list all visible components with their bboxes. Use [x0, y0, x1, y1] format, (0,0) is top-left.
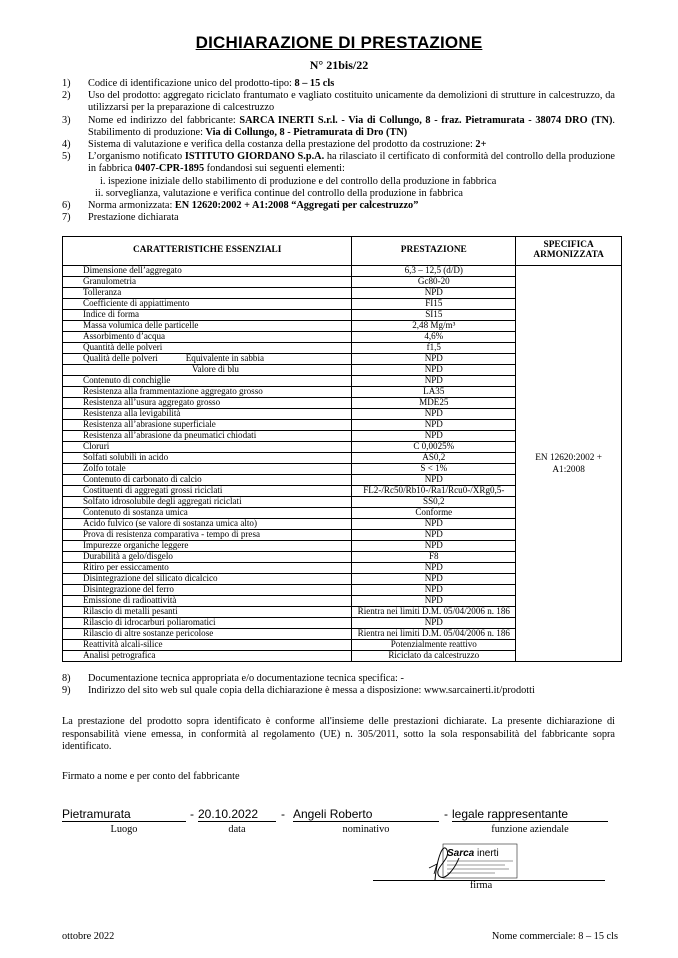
characteristic-cell	[63, 266, 352, 277]
performance-table	[62, 236, 622, 662]
table-row	[63, 266, 622, 277]
characteristic-cell	[63, 310, 352, 321]
company-stamp	[425, 838, 525, 886]
characteristic-cell	[63, 651, 352, 662]
performance-cell: MDE25	[352, 398, 516, 409]
page-title: DICHIARAZIONE DI PRESTAZIONE	[195, 33, 483, 52]
characteristic-label: Emissione di radioattività	[83, 595, 177, 606]
performance-cell: AS0,2	[352, 453, 516, 464]
table-body	[63, 266, 622, 662]
characteristic-label: Resistenza alla levigabilità	[83, 408, 181, 419]
performance-cell: NPD	[352, 585, 516, 596]
performance-cell: SI15	[352, 310, 516, 321]
characteristic-label: Solfati solubili in acido	[83, 452, 169, 463]
date-field: 20.10.2022	[198, 807, 276, 822]
list-item-1: 1) Codice di identificazione unico del prodotto-tipo: 8 – 15 cls	[62, 78, 335, 89]
characteristic-cell	[63, 453, 352, 464]
name-field: Angeli Roberto	[293, 807, 439, 822]
list-item-5: 5) L’organismo notificato ISTITUTO GIORDANO S.p.A. ha rilasciato il certificato di conformità del controllo della produzione in fabbrica 0407-CPR-1895 fondandosi sui seguenti elementi:	[62, 151, 615, 175]
characteristic-cell	[63, 618, 352, 629]
list-item-3: 3) Nome ed indirizzo del fabbricante: SARCA INERTI S.r.l. - Via di Collungo, 8 - fraz. Pietramurata - 38074 DRO (TN). Stabilimento di produzione: Via di Collungo, 8 - Pietramurata di Dro (TN)	[62, 114, 615, 138]
characteristic-label: Resistenza all’abrasione da pneumatici chiodati	[83, 430, 257, 441]
characteristic-cell	[63, 365, 352, 376]
characteristic-cell	[63, 640, 352, 651]
performance-cell: FL2-/Rc50/Rb10-/Ra1/Rcu0-/XRg0,5-	[352, 486, 516, 497]
characteristic-label: Zolfo totale	[83, 463, 126, 474]
conformity-statement: La prestazione del prodotto sopra identificato è conforme all'insieme delle prestazioni dichiarate. La presente dichiarazione di responsabilità viene emessa, in conformità al regolamento (UE) n. 305/2011, sotto la sola responsabilità del fabbricante sopra identificato.	[62, 716, 615, 752]
performance-cell: C 0,0025%	[352, 442, 516, 453]
caption-date: data	[228, 824, 246, 835]
caption-name: nominativo	[342, 824, 390, 835]
role-field: legale rappresentante	[452, 807, 608, 822]
characteristic-label: Resistenza all’usura aggregato grosso	[83, 397, 221, 408]
characteristic-cell	[63, 464, 352, 475]
sub-characteristic-label: Valore di blu	[192, 364, 239, 375]
characteristic-label: Resistenza alla frammentazione aggregato grosso	[83, 386, 263, 397]
performance-cell: NPD	[352, 365, 516, 376]
signature-mark	[425, 838, 525, 886]
performance-cell: NPD	[352, 431, 516, 442]
characteristic-label: Qualità delle polveri	[83, 353, 158, 364]
characteristic-label: Reattività alcali-silice	[83, 639, 163, 650]
list-item-8: 8) Documentazione tecnica appropriata e/o documentazione tecnica specifica: -	[62, 673, 404, 684]
table-header-row	[63, 237, 622, 266]
characteristic-cell	[63, 288, 352, 299]
characteristic-cell	[63, 321, 352, 332]
performance-cell: NPD	[352, 596, 516, 607]
footer-product-name: Nome commerciale: 8 – 15 cls	[491, 931, 618, 942]
performance-cell: 6,3 – 12,5 (d/D)	[352, 266, 516, 277]
characteristic-label: Disintegrazione del ferro	[83, 584, 174, 595]
characteristic-label: Rilascio di metalli pesanti	[83, 606, 178, 617]
characteristic-cell	[63, 398, 352, 409]
characteristic-label: Contenuto di carbonato di calcio	[83, 474, 202, 485]
characteristic-label: Cloruri	[83, 441, 110, 452]
characteristic-cell	[63, 299, 352, 310]
characteristic-label: Indice di forma	[83, 309, 140, 320]
caption-role: funzione aziendale	[491, 824, 569, 835]
list-item-2: 2) Uso del prodotto: aggregato riciclato frantumato e vagliato costituito unicamente da demolizioni di strutture in calcestruzzo, da utilizzarsi per la preparazione di calcestruzzo	[62, 90, 615, 114]
characteristic-label: Quantità delle polveri	[83, 342, 163, 353]
characteristic-label: Contenuto di conchiglie	[83, 375, 171, 386]
characteristic-label: Granulometria	[83, 276, 137, 287]
header-specification: SPECIFICA ARMONIZZATA	[516, 237, 622, 266]
performance-cell: FI15	[352, 299, 516, 310]
header-performance: PRESTAZIONE	[352, 237, 516, 266]
characteristic-label: Rilascio di altre sostanze pericolose	[83, 628, 214, 639]
characteristic-label: Impurezze organiche leggere	[83, 540, 189, 551]
characteristic-cell	[63, 519, 352, 530]
caption-signature: firma	[469, 880, 493, 891]
performance-cell: NPD	[352, 288, 516, 299]
characteristic-label: Solfato idrosolubile degli aggregati riciclati	[83, 496, 242, 507]
characteristic-cell	[63, 563, 352, 574]
header-characteristics: CARATTERISTICHE ESSENZIALI	[63, 237, 352, 266]
dash-separator: -	[190, 807, 194, 821]
characteristic-cell	[63, 497, 352, 508]
characteristic-label: Analisi petrografica	[83, 650, 156, 661]
characteristic-cell	[63, 629, 352, 640]
characteristic-label: Resistenza all’abrasione superficiale	[83, 419, 216, 430]
performance-cell: NPD	[352, 574, 516, 585]
characteristic-label: Prova di resistenza comparativa - tempo di presa	[83, 529, 261, 540]
declaration-list-end	[62, 673, 615, 697]
caption-place: Luogo	[110, 824, 138, 835]
performance-cell: NPD	[352, 530, 516, 541]
list-subitem-i: i. ispezione iniziale dello stabilimento di produzione e del controllo della produzione in fabbrica	[100, 175, 497, 187]
characteristic-cell	[63, 585, 352, 596]
characteristic-cell	[63, 486, 352, 497]
characteristic-cell	[63, 530, 352, 541]
list-item-4: 4) Sistema di valutazione e verifica della costanza della prestazione del prodotto da costruzione: 2+	[62, 139, 487, 151]
list-item-9: 9) Indirizzo del sito web sul quale copia della dichiarazione è messa a disposizione: www.sarcainerti.it/prodotti	[62, 685, 535, 697]
performance-cell: Potenzialmente reattivo	[352, 640, 516, 651]
list-item-7: 7) Prestazione dichiarata	[62, 212, 179, 224]
characteristic-label: Acido fulvico (se valore di sostanza umica alto)	[83, 518, 257, 529]
characteristic-label: Dimensione dell’aggregato	[83, 265, 182, 276]
svg-text:Sarca: Sarca	[447, 848, 475, 859]
list-item-6: 6) Norma armonizzata: EN 12620:2002 + A1:2008 “Aggregati per calcestruzzo”	[62, 200, 419, 212]
characteristic-label: Assorbimento d’acqua	[83, 331, 166, 342]
characteristic-cell	[63, 343, 352, 354]
performance-cell: f1,5	[352, 343, 516, 354]
performance-cell: 4,6%	[352, 332, 516, 343]
characteristic-cell	[63, 596, 352, 607]
characteristic-cell	[63, 508, 352, 519]
characteristic-cell	[63, 431, 352, 442]
performance-cell: Gc80-20	[352, 277, 516, 288]
performance-cell: NPD	[352, 475, 516, 486]
performance-cell: NPD	[352, 563, 516, 574]
characteristic-cell	[63, 442, 352, 453]
characteristic-cell	[63, 475, 352, 486]
performance-cell: NPD	[352, 409, 516, 420]
characteristic-cell	[63, 387, 352, 398]
declaration-list	[62, 78, 615, 224]
performance-cell: Conforme	[352, 508, 516, 519]
characteristic-cell	[63, 409, 352, 420]
characteristic-label: Disintegrazione del silicato dicalcico	[83, 573, 218, 584]
performance-cell: SS0,2	[352, 497, 516, 508]
characteristic-label: Rilascio di idrocarburi poliaromatici	[83, 617, 216, 628]
performance-cell: NPD	[352, 420, 516, 431]
characteristic-label: Coefficiente di appiattimento	[83, 298, 190, 309]
document-number: N° 21bis/22	[309, 58, 369, 72]
characteristic-cell	[63, 552, 352, 563]
dash-separator: -	[281, 807, 285, 821]
dash-separator: -	[444, 807, 448, 821]
footer-date: ottobre 2022	[62, 931, 115, 942]
signed-on-behalf: Firmato a nome e per conto del fabbricante	[62, 771, 240, 782]
characteristic-cell	[63, 376, 352, 387]
sub-characteristic-label: Equivalente in sabbia	[185, 353, 265, 364]
characteristic-cell	[63, 574, 352, 585]
characteristic-label: Costituenti di aggregati grossi riciclati	[83, 485, 223, 496]
performance-cell: S < 1%	[352, 464, 516, 475]
characteristic-cell	[63, 354, 352, 365]
characteristic-cell	[63, 541, 352, 552]
place-field: Pietramurata	[62, 807, 186, 822]
performance-cell: F8	[352, 552, 516, 563]
performance-cell: Riciclato da calcestruzzo	[352, 651, 516, 662]
characteristic-label: Ritiro per essiccamento	[83, 562, 169, 573]
performance-cell: LA35	[352, 387, 516, 398]
performance-cell: NPD	[352, 519, 516, 530]
characteristic-label: Contenuto di sostanza umica	[83, 507, 188, 518]
performance-cell: NPD	[352, 354, 516, 365]
characteristic-label: Tolleranza	[83, 287, 122, 298]
svg-text:inerti: inerti	[477, 848, 499, 859]
characteristic-cell	[63, 420, 352, 431]
harmonized-specification-cell: EN 12620:2002 + A1:2008	[516, 266, 622, 662]
characteristic-cell	[63, 277, 352, 288]
characteristic-label: Durabilità a gelo/disgelo	[83, 551, 173, 562]
list-subitem-ii: ii. sorveglianza, valutazione e verifica continue del controllo della produzione in fabbrica	[95, 187, 463, 199]
performance-cell: Rientra nei limiti D.M. 05/04/2006 n. 186	[352, 607, 516, 618]
characteristic-label: Massa volumica delle particelle	[83, 320, 199, 331]
characteristic-cell	[63, 332, 352, 343]
performance-cell: NPD	[352, 618, 516, 629]
performance-cell: NPD	[352, 541, 516, 552]
performance-cell: 2,48 Mg/m³	[352, 321, 516, 332]
characteristic-cell	[63, 607, 352, 618]
performance-cell: NPD	[352, 376, 516, 387]
performance-cell: Rientra nei limiti D.M. 05/04/2006 n. 186	[352, 629, 516, 640]
